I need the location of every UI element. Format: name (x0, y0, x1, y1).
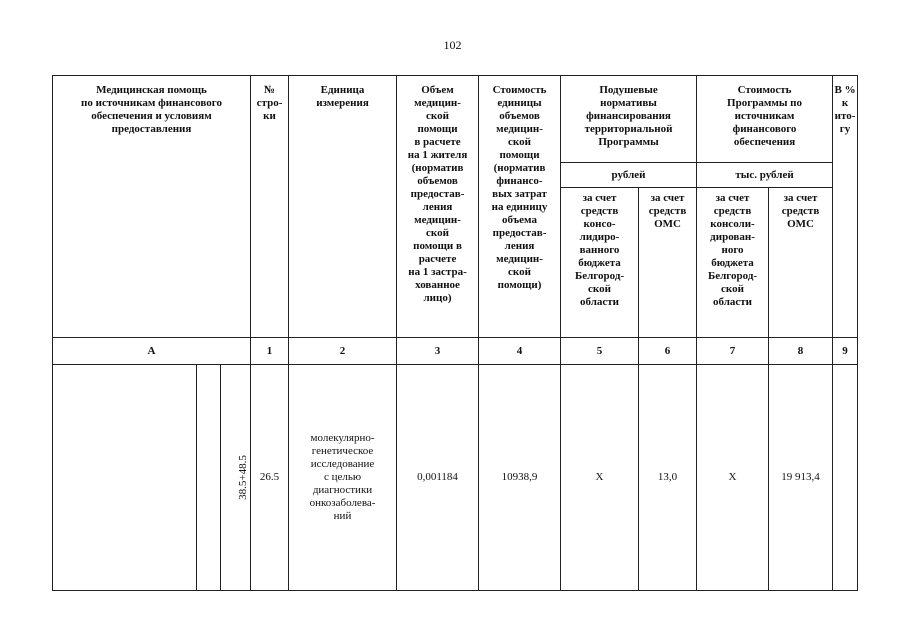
header-volume: Объем медицин- ской помощи в расчете на 1 жителя (норматив объемов предостав- ления медицин- ской помощи в расчете на 1 застра- хованное лицо) (397, 76, 479, 338)
row-empty-cell (53, 364, 197, 590)
row-cost-budget: X (697, 364, 769, 590)
row-empty-cell (197, 364, 221, 590)
col-number-3: 3 (397, 338, 479, 364)
header-norm-oms: за счет средств ОМС (639, 188, 697, 338)
col-number-7: 7 (697, 338, 769, 364)
col-number-9: 9 (833, 338, 858, 364)
col-number-a: А (53, 338, 251, 364)
header-cost-oms: за счет средств ОМС (769, 188, 833, 338)
header-norm-budget: за счет средств консо- лидиро- ванного бюджета Белгород- ской области (561, 188, 639, 338)
row-percent (833, 364, 858, 590)
unit-rubles: рублей (561, 163, 697, 188)
header-cost-budget: за счет средств консоли- дирован- ного бюджета Белгород- ской области (697, 188, 769, 338)
col-number-5: 5 (561, 338, 639, 364)
col-number-2: 2 (289, 338, 397, 364)
header-line-number: № стро- ки (251, 76, 289, 338)
header-percent: В % к ито- гу (833, 76, 858, 338)
col-number-4: 4 (479, 338, 561, 364)
row-cost-oms: 19 913,4 (769, 364, 833, 590)
financing-table (52, 75, 858, 591)
row-cost: 10938,9 (479, 364, 561, 590)
header-unit-cost: Стоимость единицы объемов медицин- ской помощи (норматив финансо- вых затрат на единицу объема предостав- ления медицин- ской помощи) (479, 76, 561, 338)
row-rotated-label: 38.5+48.5 (221, 364, 251, 590)
header-program-cost: Стоимость Программы по источникам финансового обеспечения (697, 76, 833, 163)
row-norm-oms: 13,0 (639, 364, 697, 590)
col-number-1: 1 (251, 338, 289, 364)
row-unit: молекулярно- генетическое исследование с целью диагностики онкозаболева- ний (289, 364, 397, 590)
header-unit: Единица измерения (289, 76, 397, 338)
col-number-6: 6 (639, 338, 697, 364)
col-number-8: 8 (769, 338, 833, 364)
row-norm-budget: X (561, 364, 639, 590)
row-volume: 0,001184 (397, 364, 479, 590)
unit-thousand-rubles: тыс. рублей (697, 163, 833, 188)
header-medical-care: Медицинская помощь по источникам финансового обеспечения и условиям предоставления (53, 76, 251, 338)
row-line-number: 26.5 (251, 364, 289, 590)
page-number: 102 (443, 38, 462, 52)
header-per-capita-norms: Подушевые нормативы финансирования территориальной Программы (561, 76, 697, 163)
